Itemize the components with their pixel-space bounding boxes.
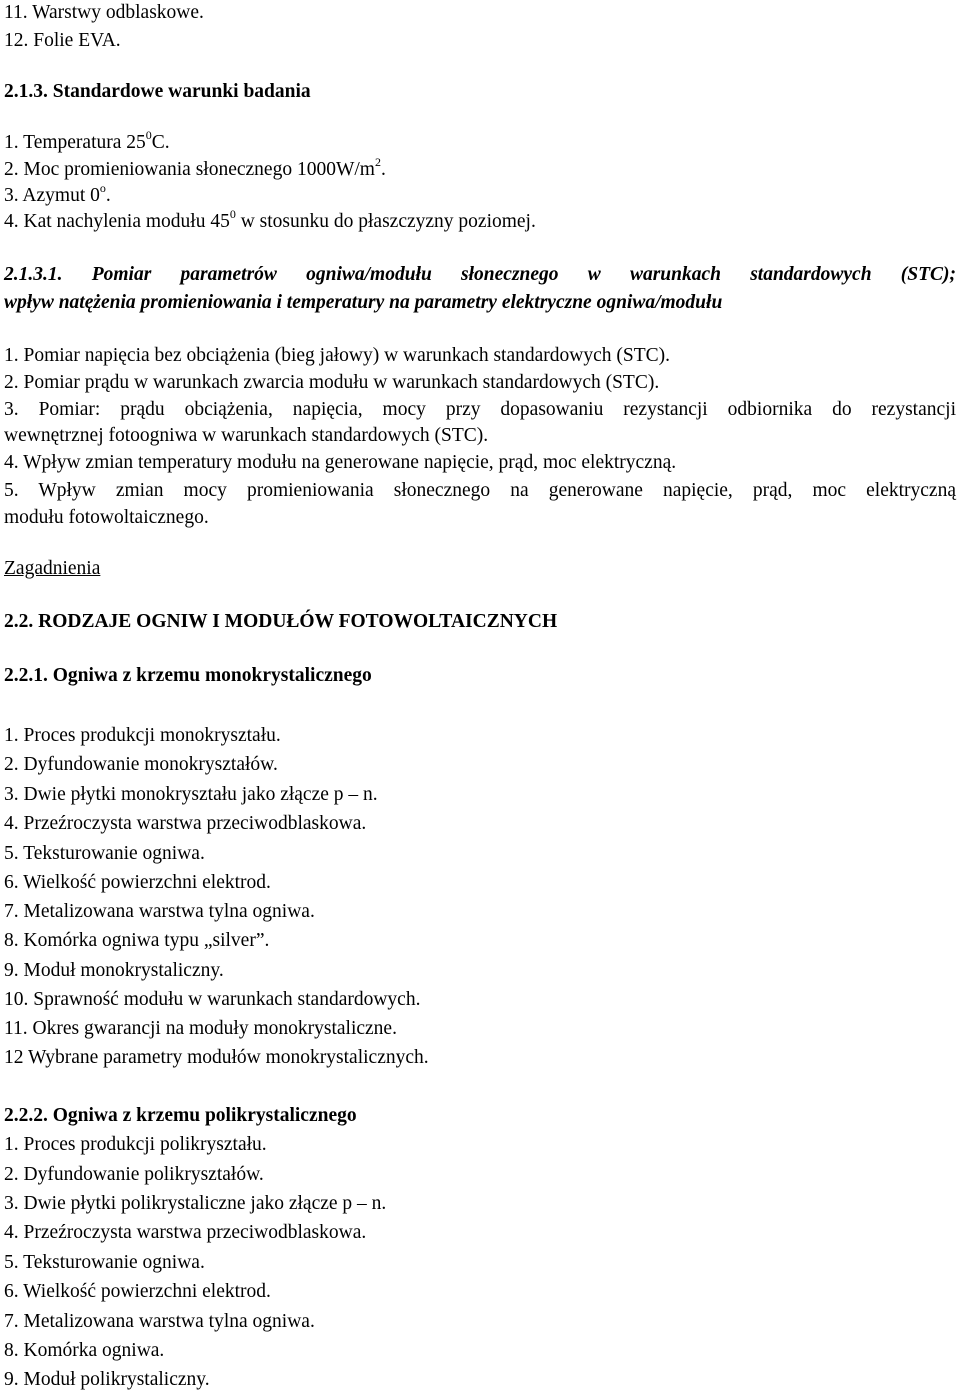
mono-item-8: 8. Komórka ogniwa typu „silver”. [4,930,270,951]
mono-item-2: 2. Dyfundowanie monokryształów. [4,754,278,775]
poly-item-1: 1. Proces produkcji polikryształu. [4,1134,267,1155]
poly-item-9: 9. Moduł polikrystaliczny. [4,1369,210,1390]
poly-item-7: 7. Metalizowana warstwa tylna ogniwa. [4,1311,315,1332]
mono-item-9: 9. Moduł monokrystaliczny. [4,960,224,981]
poly-item-3: 3. Dwie płytki polikrystaliczne jako złącze p – n. [4,1193,387,1214]
stc-item-temperature: 1. Temperatura $25^0C$. [4,127,170,153]
mono-item-7: 7. Metalizowana warstwa tylna ogniwa. [4,901,315,922]
mono-heading: 2.2.1. Ogniwa z krzemu monokrystalicznego [4,665,372,686]
poly-item-2: 2. Dyfundowanie polikryształów. [4,1164,264,1185]
mono-item-3: 3. Dwie płytki monokryształu jako złącze p – n. [4,784,378,805]
measure-item-5-line-1: 5. Wpływ zmian mocy promieniowania słonecznego na generowane napięcie, prąd, moc elektryczną [4,480,956,501]
mono-item-4: 4. Przeźroczysta warstwa przeciwodblaskowa. [4,813,367,834]
stc-heading: 2.1.3. Standardowe warunki badania [4,81,311,102]
types-heading: 2.2. RODZAJE OGNIW I MODUŁÓW FOTOWOLTAICZNYCH [4,611,558,632]
measure-item-3-line-1: 3. Pomiar: prądu obciążenia, napięcia, mocy przy dopasowaniu rezystancji odbiornika do rezystancji [4,399,956,420]
zagadnienia-link[interactable]: Zagadnienia [4,558,101,579]
mono-item-11: 11. Okres gwarancji na moduły monokrystaliczne. [4,1018,397,1039]
materials-item-12: 12. Folie EVA. [4,30,121,51]
poly-item-8: 8. Komórka ogniwa. [4,1340,165,1361]
stc-item-tilt: 4. Kat nachylenia modułu $45^0$ w stosunku do płaszczyzny poziomej. [4,206,536,232]
stc-item-azimuth: 3. Azymut 0$^o$. [4,180,111,206]
poly-item-5: 5. Teksturowanie ogniwa. [4,1252,205,1273]
measure-item-3-line-2: wewnętrznej fotoogniwa w warunkach standardowych (STC). [4,425,489,446]
mono-item-1: 1. Proces produkcji monokryształu. [4,725,281,746]
measure-heading-line-2: wpływ natężenia promieniowania i temperatury na parametry elektryczne ogniwa/modułu [4,292,723,313]
measure-item-1: 1. Pomiar napięcia bez obciążenia (bieg jałowy) w warunkach standardowych (STC). [4,345,671,366]
mono-item-12: 12 Wybrane parametry modułów monokrystalicznych. [4,1047,429,1068]
poly-heading: 2.2.2. Ogniwa z krzemu polikrystalicznego [4,1105,357,1126]
mono-item-10: 10. Sprawność modułu w warunkach standardowych. [4,989,421,1010]
mono-item-5: 5. Teksturowanie ogniwa. [4,843,205,864]
materials-item-11: 11. Warstwy odblaskowe. [4,2,204,23]
stc-item-irradiance: 2. Moc promieniowania słonecznego $1000W/m^2$. [4,154,386,180]
measure-item-5-line-2: modułu fotowoltaicznego. [4,507,209,528]
poly-item-4: 4. Przeźroczysta warstwa przeciwodblaskowa. [4,1222,367,1243]
mono-item-6: 6. Wielkość powierzchni elektrod. [4,872,271,893]
poly-item-6: 6. Wielkość powierzchni elektrod. [4,1281,271,1302]
measure-item-4: 4. Wpływ zmian temperatury modułu na generowane napięcie, prąd, moc elektryczną. [4,452,677,473]
measure-heading-line-1: 2.1.3.1. Pomiar parametrów ogniwa/modułu słonecznego w warunkach standardowych (STC); [4,264,956,285]
measure-item-2: 2. Pomiar prądu w warunkach zwarcia modułu w warunkach standardowych (STC). [4,372,660,393]
